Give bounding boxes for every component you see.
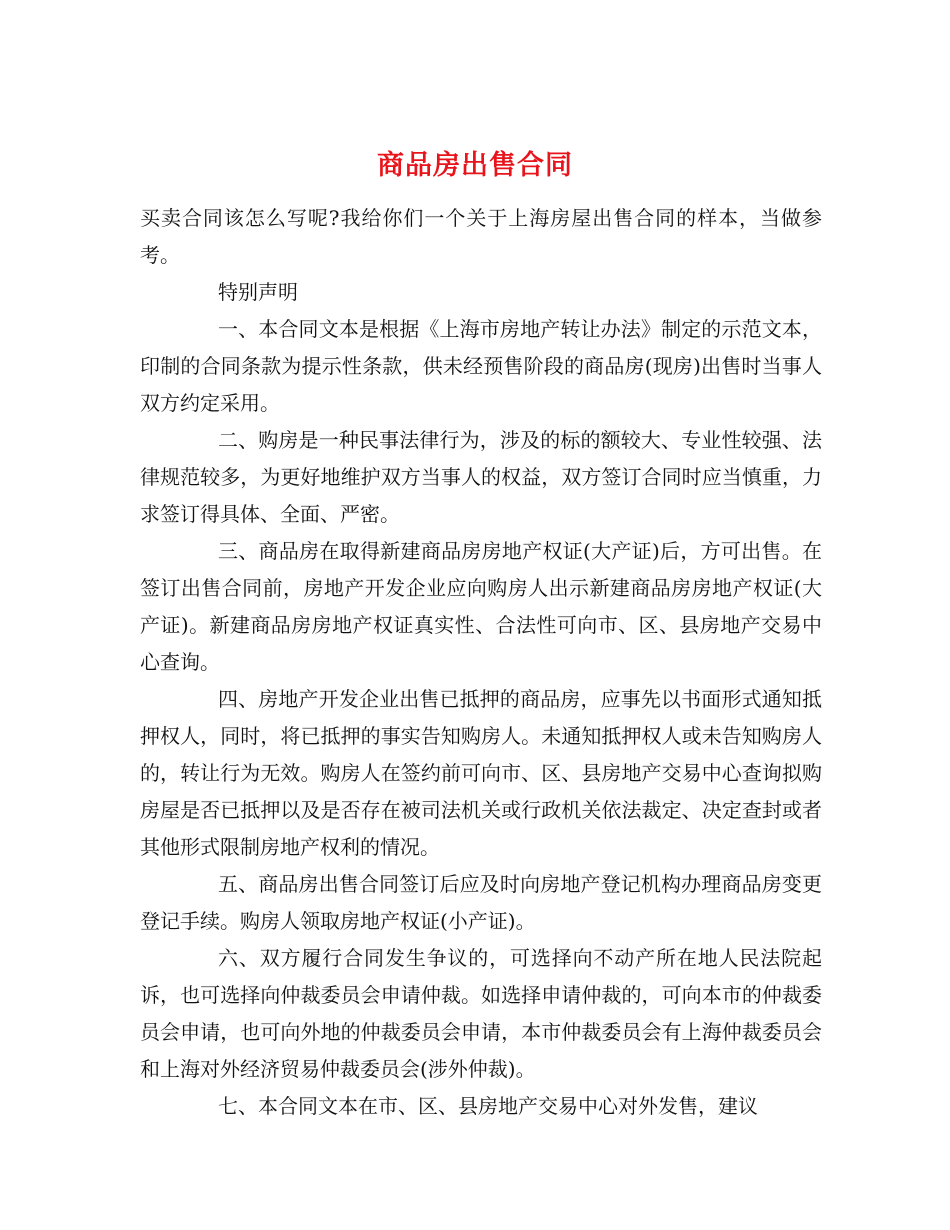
intro-paragraph: 买卖合同该怎么写呢?我给你们一个关于上海房屋出售合同的样本，当做参考。 — [140, 206, 822, 267]
clause-5: 五、商品房出售合同签订后应及时向房地产登记机构办理商品房变更登记手续。购房人领取房地产权证(小产证)。 — [140, 872, 822, 933]
clause-3: 三、商品房在取得新建商品房房地产权证(大产证)后，方可出售。在签订出售合同前，房地产开发企业应向购房人出示新建商品房房地产权证(大产证)。新建商品房房地产权证真实性、合法性可向市、区、县房地产交易中心查询。 — [140, 539, 822, 674]
clause-4: 四、房地产开发企业出售已抵押的商品房，应事先以书面形式通知抵押权人，同时，将已抵押的事实告知购房人。未通知抵押权人或未告知购房人的，转让行为无效。购房人在签约前可向市、区、县房地产交易中心查询拟购房屋是否已抵押以及是否存在被司法机关或行政机关依法裁定、决定查封或者其他形式限制房地产权利的情况。 — [140, 687, 822, 859]
clause-7: 七、本合同文本在市、区、县房地产交易中心对外发售，建议 — [218, 1094, 758, 1118]
special-statement-heading: 特别声明 — [218, 280, 298, 304]
clause-6: 六、双方履行合同发生争议的，可选择向不动产所在地人民法院起诉，也可选择向仲裁委员会申请仲裁。如选择申请仲裁的，可向本市的仲裁委员会申请，也可向外地的仲裁委员会申请，本市仲裁委员会有上海仲裁委员会和上海对外经济贸易仲裁委员会(涉外仲裁)。 — [140, 946, 822, 1081]
document-body — [140, 200, 822, 1125]
clause-2: 二、购房是一种民事法律行为，涉及的标的额较大、专业性较强、法律规范较多，为更好地维护双方当事人的权益，双方签订合同时应当慎重，力求签订得具体、全面、严密。 — [140, 428, 822, 526]
clause-1: 一、本合同文本是根据《上海市房地产转让办法》制定的示范文本，印制的合同条款为提示性条款，供未经预售阶段的商品房(现房)出售时当事人双方约定采用。 — [140, 317, 822, 415]
document-title: 商品房出售合同 — [377, 150, 573, 182]
